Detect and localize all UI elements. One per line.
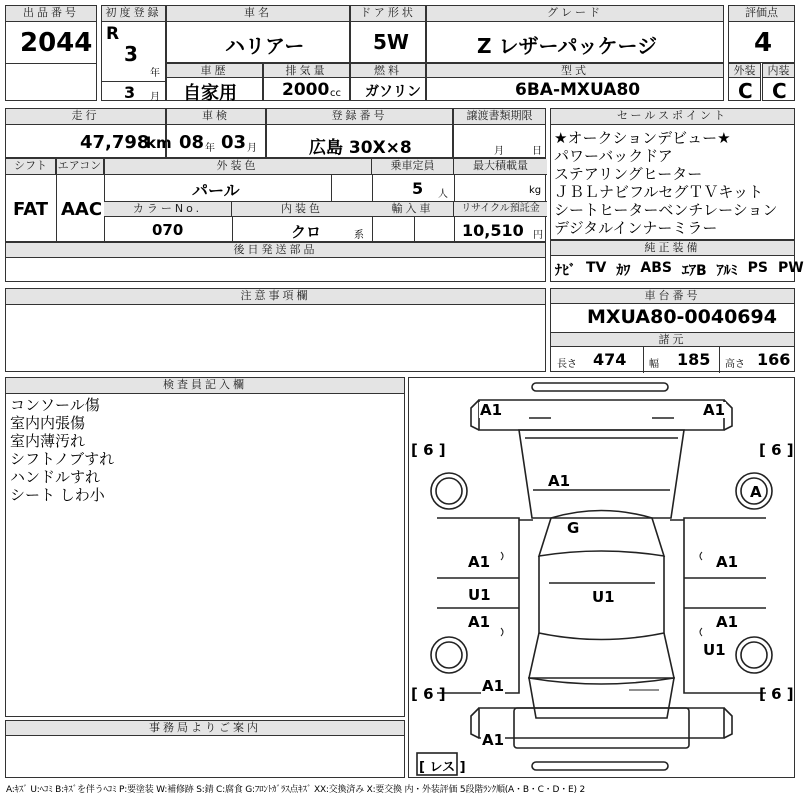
score-box [728,5,795,63]
fuel: ガソリン [365,84,421,100]
capacity-unit: 人 [438,189,448,200]
damage-legend: A:ｷｽﾞ U:ﾍｺﾐ B:ｷｽﾞを伴うﾍｺﾐ P:要塗装 W:補修跡 S:錆 C:腐食 G:ﾌﾛﾝﾄｶﾞﾗｽ点ｷｽﾞ XX:交換済み X:要交換 内・外装評価 5段階ﾗﾝｸ順(A・B・C・D・E) 2 [6,785,585,795]
later-parts-box [5,242,546,282]
spare-tire: [ レス ] [419,760,466,775]
sales-point: シートヒーターベンチレーション [554,201,778,219]
damage-mark-rear-quarter: A1 [482,677,505,695]
insp-year: 08 [179,132,205,153]
capacity-label: 乗車定員 [372,159,454,175]
ext-grade: C [738,79,753,103]
displacement-box [263,63,350,101]
spare-tire-value: レス [429,760,456,775]
exterior-color: パール [192,181,240,200]
notes-box [5,288,546,372]
length: 474 [593,350,627,369]
fuel-box [350,63,426,101]
transfer-box [453,108,546,158]
equipment-item: PW [778,260,804,276]
history: 自家用 [183,83,237,104]
sales-points-label: セールスポイント [551,109,794,125]
lot-label: 出品番号 [6,6,96,22]
tire-fr-value: 6 [771,441,782,459]
notes-label: 注意事項欄 [6,289,545,305]
mileage-label: 走行 [6,109,165,125]
width: 185 [677,350,711,369]
import-label: 輸入車 [372,201,454,217]
transfer-day: 日 [532,146,542,157]
inspector-box [5,377,405,717]
year-unit: 年 [150,68,160,79]
chassis-number: MXUA80-0040694 [587,306,777,328]
grade-box [426,5,724,63]
damage-mark-r-rear-rocker: U1 [703,641,726,659]
equipment-item: ｴｱB [681,263,707,279]
load-unit: kg [529,185,542,196]
tire-fr: [ 6 ] [759,441,794,459]
history-label: 車歴 [167,64,262,78]
tire-rr: [ 6 ] [759,685,794,703]
tire-fl: [ 6 ] [411,441,446,459]
damage-mark-l-front-door: A1 [468,553,491,571]
yen-unit: 円 [533,230,543,241]
plate: 広島 30X×8 [309,138,412,158]
int-grade-box [762,63,795,101]
month-unit: 月 [150,92,160,103]
door-box [350,5,426,63]
equipment-box [550,240,804,282]
score: 4 [754,28,773,58]
sales-point: ステアリングヒーター [554,165,703,183]
model-label: 型式 [427,64,723,78]
recycle: 10,510 [462,221,524,240]
plate-label: 登録番号 [267,109,452,125]
equipment-item: ABS [640,260,672,276]
interior-color-label: 内装色 [232,201,372,217]
name-label: 車名 [167,6,349,22]
color-no: 070 [152,221,184,239]
spec-grid [5,158,546,242]
mileage: 47,798 [80,132,150,153]
inspector-note: ハンドルすれ [10,468,101,486]
equipment-item: TV [586,260,607,276]
tire-rl: [ 6 ] [411,685,446,703]
era: R [106,24,120,44]
reg-year: 3 [124,42,138,66]
shift: FAT [13,199,49,220]
history-box [166,63,263,104]
grade: Z レザーパッケージ [477,34,658,58]
ext-label: 外装 [729,64,760,78]
km-unit: km [146,134,172,152]
tire-rr-value: 6 [771,685,782,703]
recycle-label: リサイクル預託金 [454,201,547,217]
chassis-box [550,288,795,372]
car-name: ハリアー [225,34,305,58]
insp-year-unit: 年 [205,143,215,154]
damage-mark-hood: A1 [548,472,571,490]
sales-points-box [550,108,795,240]
sales-points-list [554,129,778,237]
damage-mark-roof: U1 [592,588,615,606]
car-diagram [408,377,795,778]
ext-grade-box [728,63,761,101]
transfer-label: 譲渡書類期限 [454,109,545,125]
score-label: 評価点 [729,6,794,22]
displacement-label: 排気量 [264,64,349,78]
tire-rl-value: 6 [423,685,434,703]
car-outline [409,378,794,777]
int-label: 内装 [763,64,794,78]
first-reg-label: 初度登録 [102,6,165,22]
damage-mark-l-rear-door: A1 [468,613,491,631]
capacity: 5 [412,179,424,198]
height-label: 高さ [725,359,745,370]
damage-mark-fl-top: A1 [480,401,503,419]
sales-point: ★オークションデビュー★ [554,129,731,147]
color-label: 外装色 [104,159,372,175]
equipment-item: PS [747,260,768,276]
later-parts-label: 後日発送部品 [6,243,545,258]
insp-month: 03 [221,132,247,153]
damage-mark-rear-bumper: A1 [482,731,505,749]
office-label: 事務局よりご案内 [6,721,404,736]
inspection-label: 車検 [167,109,265,125]
door-type: 5W [373,30,409,54]
grade-label: グレード [427,6,723,22]
lot-number: 2044 [20,28,93,58]
inspector-note: コンソール傷 [10,396,100,414]
inspector-label: 検査員記入欄 [6,378,404,394]
inspector-note: 室内内張傷 [10,414,86,432]
cc-unit: cc [330,88,341,99]
car-name-box [166,5,350,63]
length-label: 長さ [557,359,577,370]
transfer-month: 月 [494,146,504,157]
chassis-label: 車台番号 [551,289,794,304]
office-box [5,720,405,778]
inspector-note: シフトノブすれ [10,450,115,468]
inspector-note: 室内薄汚れ [10,432,86,450]
lot-box [5,5,97,101]
damage-mark-l-rocker: U1 [468,586,491,604]
tire-fl-value: 6 [423,441,434,459]
equipment-item: ﾅﾋﾞ [555,263,576,279]
damage-mark-r-front-door: A1 [716,553,739,571]
fuel-label: 燃料 [351,64,425,78]
inspector-notes [10,396,114,504]
aircon: AAC [61,199,103,220]
height: 166 [757,350,791,369]
equipment-label: 純正装備 [551,241,794,256]
ac-label: エアコン [56,159,104,175]
mileage-box [5,108,172,158]
model: 6BA-MXUA80 [515,80,641,100]
equipment-item: ｶﾜ [616,263,631,279]
damage-mark-windshield: G [567,519,580,537]
inspection-box [166,108,266,158]
shift-label: シフト [6,159,56,175]
insp-month-unit: 月 [247,143,257,154]
spec-label: 諸元 [551,332,794,347]
equipment-list [555,260,804,280]
int-grade: C [772,79,787,103]
damage-mark-fr-top: A1 [703,401,726,419]
sales-point: デジタルインナーミラー [554,219,718,237]
interior-suffix: 系 [354,230,364,241]
model-box [426,63,724,101]
sales-point: ＪＢＬナビフルセグＴＶキット [554,183,764,201]
inspector-note: シート しわ小 [10,486,105,504]
equipment-item: ｱﾙﾐ [716,263,738,279]
load-label: 最大積載量 [454,159,547,175]
interior-color: クロ [291,223,322,241]
reg-month: 3 [124,83,136,102]
width-label: 幅 [649,359,659,370]
displacement: 2000 [282,80,330,100]
sales-point: パワーバックドア [554,147,673,165]
damage-mark-fr-wheel: A [750,483,762,501]
damage-mark-r-rear-door: A1 [716,613,739,631]
first-registration-box [101,5,166,101]
plate-box [266,108,453,158]
color-no-label: カラーNo. [104,201,232,217]
door-label: ドア形状 [351,6,425,22]
